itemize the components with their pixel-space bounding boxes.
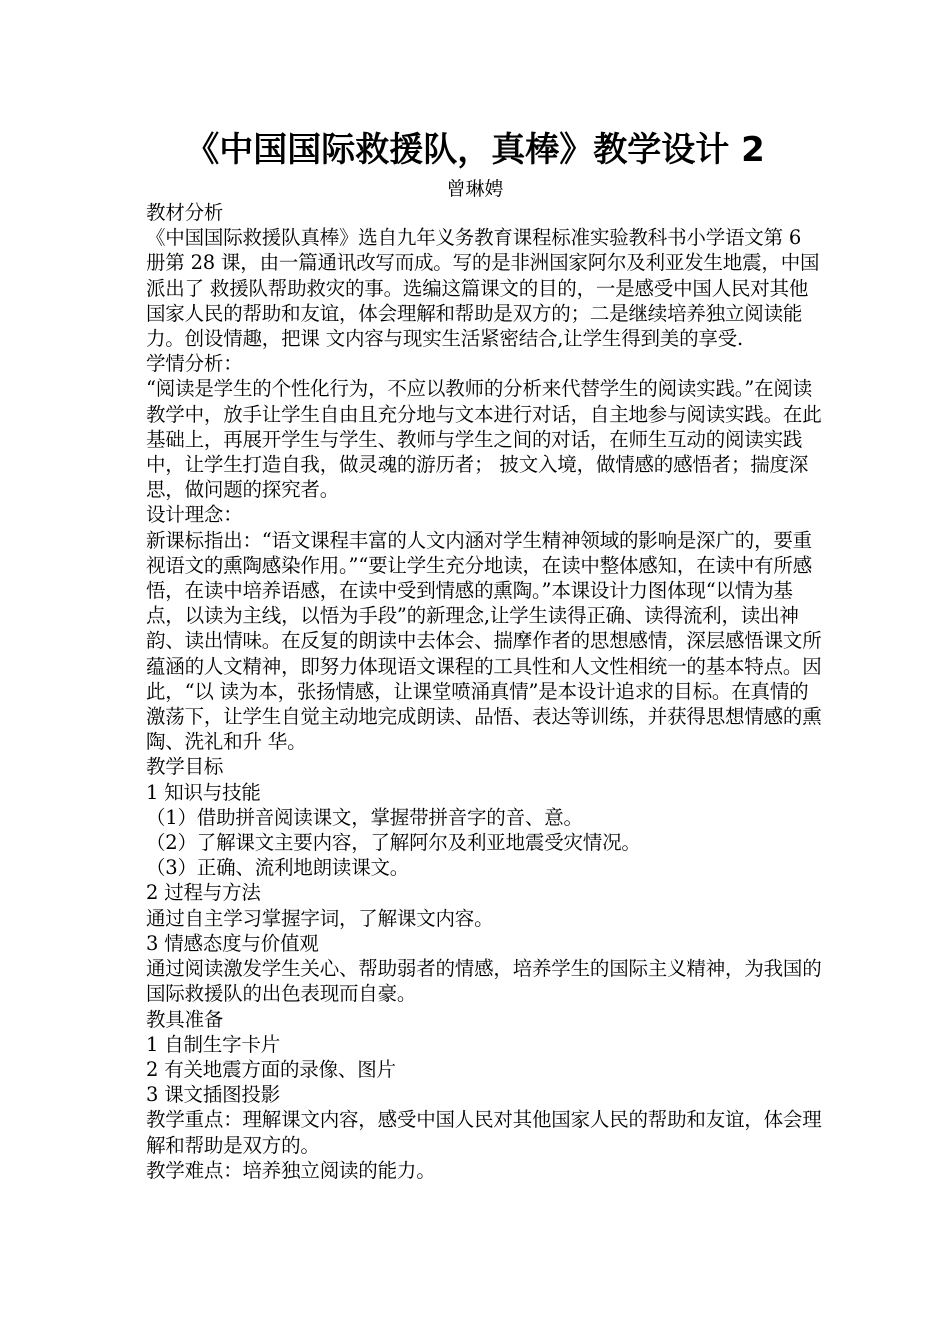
teaching-difficulties: 教学难点：培养独立阅读的能力。 — [146, 1158, 436, 1182]
paragraph-textbook-analysis: 《中国国际救援队真棒》选自九年义务教育课程标准实验教科书小学语文第 6 册第 28 课，由一篇通讯改写而成。写的是非洲国家阿尔及利亚发生地震，中国派出了 救援队帮助救灾的事。选编这篇课文的目的，一是感受中国人民对其他国家人民的帮助和友谊，体会理解和帮助是双方的；二是继续培养独立阅读能力。创设情趣，把课 文内容与现实生活紧密结合,让学生得到美的享受. — [146, 226, 820, 351]
section-heading-textbook-analysis: 教材分析 — [146, 201, 224, 224]
goal-emotion-values: 3 情感态度与价值观 — [146, 931, 319, 955]
document-title: 《中国国际救援队，真棒》教学设计 2 — [185, 130, 765, 170]
document-author: 曾琳娉 — [446, 178, 504, 200]
section-heading-design-concept: 设计理念： — [146, 503, 243, 527]
goal-process-methods: 2 过程与方法 — [146, 881, 261, 905]
paragraph-design-concept: 新课标指出：“语文课程丰富的人文内涵对学生精神领域的影响是深广的，要重视语文的熏陶感染作用。”“要让学生充分地读，在读中整体感知，在读中有所感 悟，在读中培养语感，在读中受到情感的熏陶。”本课设计力图体现“以情为基点，以读为主线，以悟为手段”的新理念,让学生读得正确、读得流利，读出神韵、读出情味。在反复的朗读中去体会、揣摩作者的思想感情，深层感悟课文所蕴涵的人文精神，即努力体现语文课程的工具性和人文性相统一的基本特点。因此，“以 读为本，张扬情感，让课堂喷涌真情”是本设计追求的目标。在真情的激荡下，让学生自觉主动地完成朗读、品悟、表达等训练，并获得思想情感的熏陶、洗礼和升 华。 — [146, 528, 822, 754]
aid-item-1: 1 自制生字卡片 — [146, 1032, 281, 1056]
teaching-key-points: 教学重点：理解课文内容，感受中国人民对其他国家人民的帮助和友谊，体会理解和帮助是双方的。 — [146, 1108, 822, 1157]
goal-process-text: 通过自主学习掌握字词，了解课文内容。 — [146, 906, 494, 930]
goal-item-3: （3）正确、流利地朗读课文。 — [146, 856, 410, 880]
goal-item-2: （2）了解课文主要内容，了解阿尔及利亚地震受灾情况。 — [146, 831, 641, 855]
aid-item-3: 3 课文插图投影 — [146, 1083, 281, 1107]
goal-knowledge-skills: 1 知识与技能 — [146, 780, 261, 804]
document-body — [146, 200, 822, 1183]
goal-item-1: （1）借助拼音阅读课文，掌握带拼音字的音、意。 — [146, 805, 583, 829]
section-heading-teaching-goals: 教学目标 — [146, 755, 224, 779]
paragraph-learner-analysis: “阅读是学生的个性化行为，不应以教师的分析来代替学生的阅读实践。”在阅读教学中，放手让学生自由且充分地与文本进行对话，自主地参与阅读实践。在此基础上，再展开学生与学生、教师与学生之间的对话，在师生互动的阅读实践中，让学生打造自我，做灵魂的游历者； 披文入境，做情感的感悟者；揣度深思，做问题的探究者。 — [146, 377, 822, 502]
aid-item-2: 2 有关地震方面的录像、图片 — [146, 1057, 396, 1081]
section-heading-learner-analysis: 学情分析： — [146, 352, 243, 376]
section-heading-teaching-aids: 教具准备 — [146, 1007, 224, 1031]
goal-emotion-text: 通过阅读激发学生关心、帮助弱者的情感，培养学生的国际主义精神，为我国的国际救援队的出色表现而自豪。 — [146, 957, 822, 1006]
